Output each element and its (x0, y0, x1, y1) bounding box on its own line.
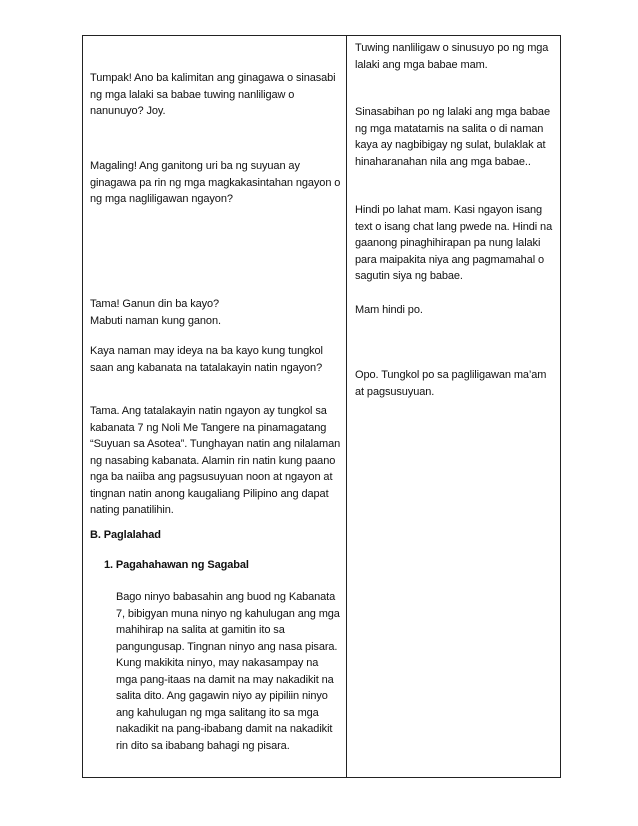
student-answer-3: Hindi po lahat mam. Kasi ngayon isang text o isang chat lang pwede na. Hindi na gaanong pinaghihirapan pa nung lalaki para maipakita niya ang pagmamahal o sagutin siya ng babae. (355, 204, 553, 282)
instructions-paragraph: Bago ninyo babasahin ang buod ng Kabanata 7, bibigyan muna ninyo ng kahulugan ang mga mahihirap na salita at gamitin ito sa pangungusap. Tingnan ninyo ang nasa pisara. Kung makikita ninyo, may nakasampay na mga pang-itaas na damit na may nakadikit na salita dito. Ang gagawin niyo ay pipiliin ninyo ang kahulugan ng mga salitang ito sa mga nakadikit na pang-ibabang damit na nakadikit rin dito sa ibabang bahagi ng pisara. (116, 591, 340, 752)
teacher-prompt-2: Magaling! Ang ganitong uri ba ng suyuan ay ginagawa pa rin ng mga magkakasintahan ngayon o ng mga nagliligawan ngayon? (90, 160, 341, 205)
column-divider (346, 35, 347, 778)
student-answer-1: Tuwing nanliligaw o sinusuyo po ng mga lalaki ang mga babae mam. (355, 42, 549, 71)
teacher-prompt-1: Tumpak! Ano ba kalimitan ang ginagawa o sinasabi ng mga lalaki sa babae tuwing nanliligaw o nanunuyo? Joy. (90, 72, 336, 117)
teacher-prompt-4: Kaya naman may ideya na ba kayo kung tungkol saan ang kabanata na tatalakayin natin ngayon? (90, 345, 323, 374)
teacher-prompt-3 (90, 296, 342, 329)
subsection-heading: 1. Pagahahawan ng Sagabal (104, 559, 249, 571)
teacher-prompt-5: Tama. Ang tatalakayin natin ngayon ay tungkol sa kabanata 7 ng Noli Me Tangere na pinamagatang “Suyuan sa Asotea”. Tunghayan natin ang nilalaman ng nasabing kabanata. Alamin rin natin kung paano nga ba naiiba ang pagsusuyuan noon at ngayon at tingnan natin anong kaugaliang Pilipino ang dapat nating panatilihin. (90, 405, 341, 516)
section-heading: B. Paglalahad (90, 529, 161, 541)
student-answer-5: Opo. Tungkol po sa pagliligawan ma’am at pagsusuyuan. (355, 369, 547, 398)
student-answer-4: Mam hindi po. (355, 304, 423, 316)
teacher-prompt-3-line-2: Mabuti naman kung ganon. (90, 314, 221, 327)
student-answer-2: Sinasabihan po ng lalaki ang mga babae ng mga matatamis na salita o di naman kaya ay nagbibigay ng sulat, bulaklak at hinaharanahan nila ang mga babae.. (355, 106, 550, 168)
teacher-prompt-3-line-1: Tama! Ganun din ba kayo? (90, 298, 220, 310)
